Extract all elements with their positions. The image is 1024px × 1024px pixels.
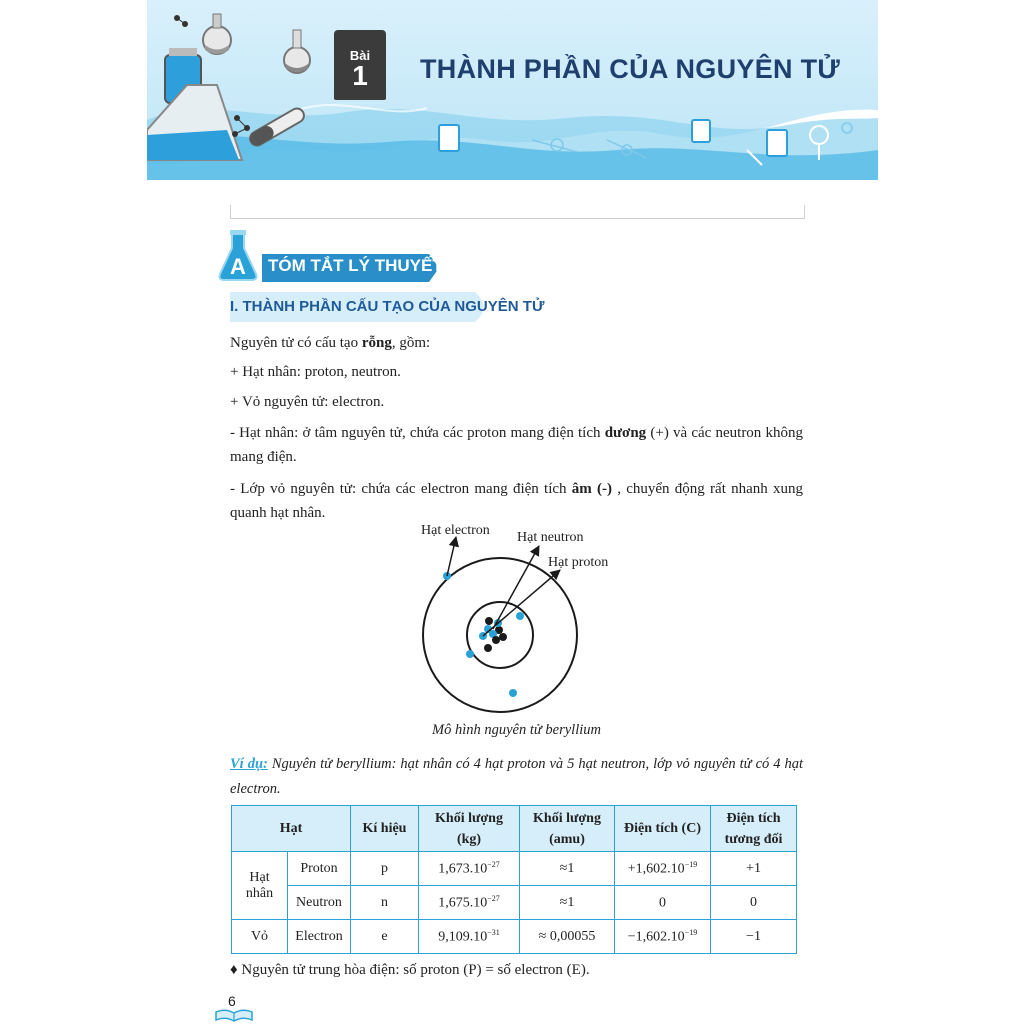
example-text: Nguyên tử beryllium: hạt nhân có 4 hạt proton và 5 hạt neutron, lớp vỏ nguyên tử có 4 hạt electron. [230,756,804,797]
nucleus-desc-suffix: (+) và các neutron không mang điện. [230,425,803,465]
header-rel-line1: Điện tích [726,810,781,826]
lesson-label: Bài [349,48,371,63]
header-mass-kg [419,806,520,852]
lesson-title: THÀNH PHẦN CỦA NGUYÊN TỬ [420,54,841,84]
label-neutron: Hạt neutron [517,530,584,545]
label-proton: Hạt proton [548,555,609,570]
mass-base: 1,673.10 [438,861,488,877]
header-rel-line2: tương đối [724,831,783,847]
shell-desc-bold: âm (-) [571,481,612,497]
subsection-heading [230,292,545,322]
open-book-icon [214,1008,254,1022]
nucleus-description [230,421,803,469]
footnote: ♦ Nguyên tử trung hòa điện: số proton (P) = số electron (E). [230,962,590,978]
charge-exp: −19 [684,927,698,937]
atom-diagram [410,515,630,720]
charge-base: +1,602.10 [627,861,685,877]
lesson-number: 1 [352,60,368,91]
electron-inner-2 [466,650,474,658]
particle-mass [419,920,520,954]
electron-outer-2 [509,689,517,697]
mass-base: 9,109.10 [438,929,488,945]
particle-relative-charge: +1 [711,852,797,886]
diagram-caption: Mô hình nguyên tử beryllium [432,722,601,738]
nucleus-desc-bold: dương [604,425,647,441]
group-nucleus [232,852,288,920]
header-mass-amu [520,806,615,852]
particle-name: Proton [288,852,351,886]
subsection-title: I. THÀNH PHẦN CẤU TẠO CỦA NGUYÊN TỬ [230,298,545,315]
particle-charge [615,886,711,920]
group-nucleus-line1: Hạt [249,869,270,885]
shell-item: + Vỏ nguyên tử: electron. [230,394,385,410]
group-nucleus-line2: nhân [245,885,274,901]
table-row [232,920,797,954]
table-header-row [232,806,797,852]
example-paragraph [230,752,803,802]
group-shell: Vỏ [232,920,288,954]
intro-text: Nguyên tử có cấu tạo [230,335,362,351]
divider-box [230,205,805,219]
header-particle: Hạt [232,806,351,852]
shell-desc-suffix: , chuyển động rất nhanh xung quanh hạt nhân. [230,481,804,521]
label-electron: Hạt electron [421,523,490,538]
header-mass-amu-line2: (amu) [549,831,585,847]
nucleus [479,617,507,652]
particle-relative-charge: 0 [711,886,797,920]
particle-mass [419,886,520,920]
table-row [232,852,797,886]
banner-background [147,0,878,180]
particle-amu: ≈ 0,00055 [520,920,615,954]
particle-symbol: n [351,886,419,920]
intro-paragraph [230,331,430,355]
header-symbol: Kí hiệu [351,806,419,852]
nucleus-desc-text: - Hạt nhân: ở tâm nguyên tử, chứa các proton mang điện tích [230,425,605,441]
header-relative-charge [711,806,797,852]
lesson-badge [334,30,386,100]
header-charge: Điện tích (C) [615,806,711,852]
particle-symbol: e [351,920,419,954]
mass-exp: −27 [487,893,500,903]
electron-inner-1 [516,612,524,620]
header-mass-kg-line2: (kg) [456,831,482,847]
header-mass-kg-line1: Khối lượng [435,810,503,826]
particle-amu: ≈1 [520,886,615,920]
charge-base: −1,602.10 [627,929,685,945]
particle-amu: ≈1 [520,852,615,886]
intro-bold: rỗng [361,335,392,351]
mass-base: 1,675.10 [438,895,488,911]
particle-relative-charge: −1 [711,920,797,954]
table-row [232,886,797,920]
charge-base: 0 [659,895,666,911]
section-letter: A [230,254,246,279]
particle-charge [615,920,711,954]
section-title: TÓM TẮT LÝ THUYẾT [268,256,443,275]
particle-table [231,805,797,954]
nucleus-item: + Hạt nhân: proton, neutron. [230,364,401,380]
particle-name: Electron [288,920,351,954]
particle-charge [615,852,711,886]
mass-exp: −27 [487,859,500,869]
header-mass-amu-line1: Khối lượng [533,810,601,826]
particle-name: Neutron [288,886,351,920]
page-number: 6 [228,993,236,1009]
example-tag: Ví dụ: [230,756,268,772]
mass-exp: −31 [487,927,500,937]
electron-arrow [447,537,456,576]
charge-exp: −19 [684,859,698,869]
intro-suffix: , gồm: [391,335,431,351]
particle-mass [419,852,520,886]
chapter-banner [147,0,878,180]
particle-symbol: p [351,852,419,886]
shell-desc-text: - Lớp vỏ nguyên tử: chứa các electron mang điện tích [230,481,572,497]
